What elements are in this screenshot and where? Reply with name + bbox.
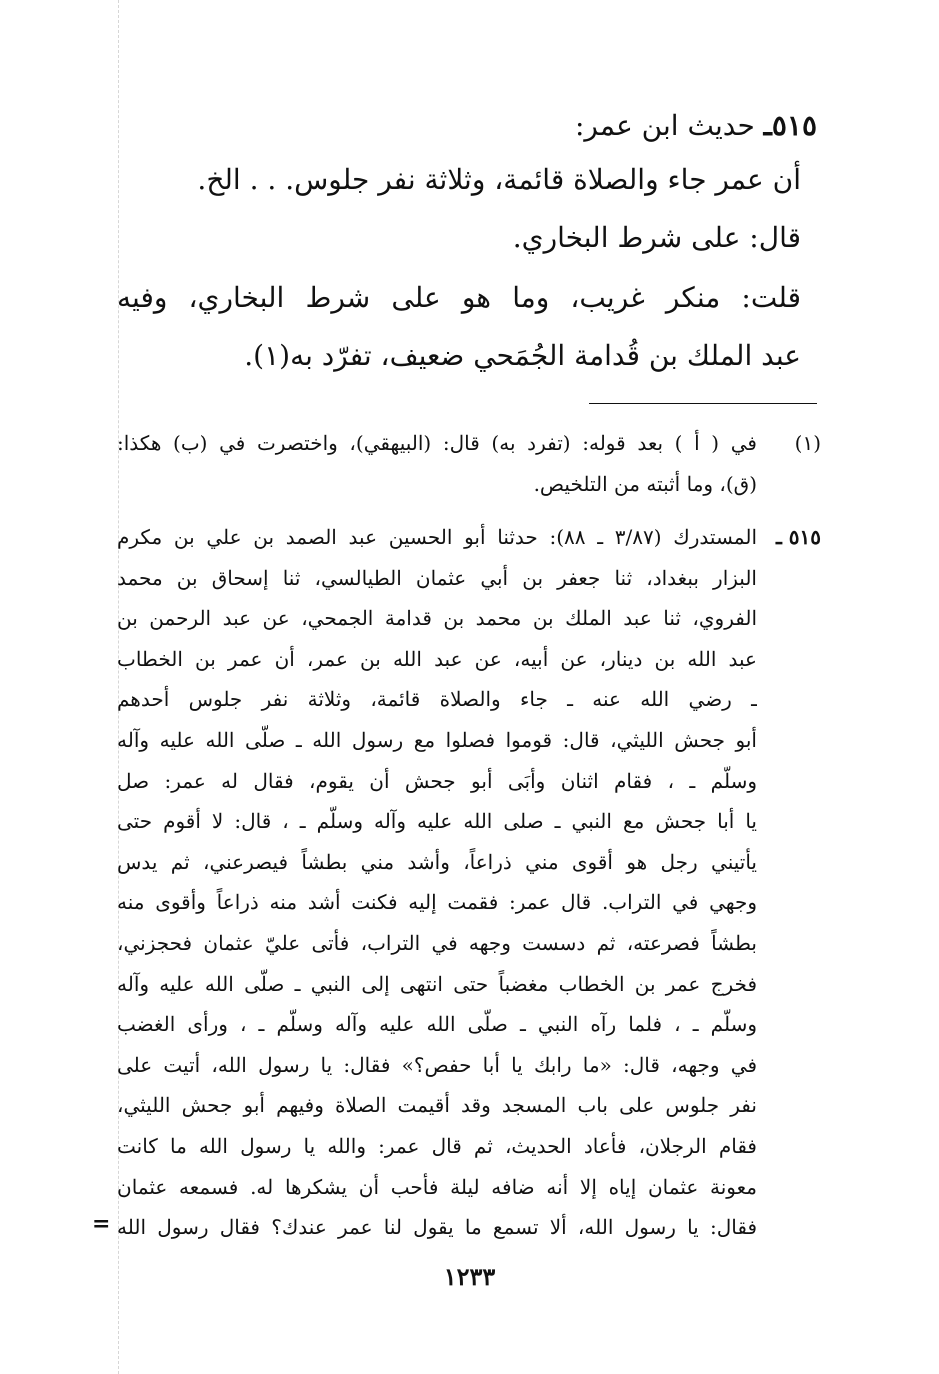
continuation-mark: = <box>92 1211 111 1237</box>
footnote-line: يأتيني رجل هو أقوى مني ذراعاً، وأشد مني بطشاً فيصرعني، ثم يدس <box>117 849 757 874</box>
footnote-line: فقام الرجلان، فأعاد الحديث، ثم قال عمر: والله يا رسول الله ما كانت <box>117 1133 757 1158</box>
footnote-line: فخرج عمر بن الخطاب مغضباً حتى انتهى إلى النبي ـ صلّى الله عليه وآله <box>117 971 757 996</box>
footnote-line: عبد الله بن دينار، عن أبيه، عن عبد الله بن عمر، أن عمر بن الخطاب <box>117 646 757 671</box>
footnote-body <box>117 423 757 504</box>
footnote-line: المستدرك (٣/٨٧ ـ ٨٨): حدثنا أبو الحسين عبد الصمد بن علي بن مكرم <box>117 525 757 549</box>
main-text <box>117 100 817 386</box>
entry-heading <box>117 100 817 152</box>
entry-number: ٥١٥ـ <box>763 109 817 142</box>
entry-body <box>117 152 817 386</box>
footnote-line: (ق)، وما أثبته من التلخيص. <box>533 471 757 496</box>
footnote-line: وجهي في التراب. قال عمر: فقمت إليه فكنت أشد منه ذراعاً وأقوى منه <box>117 890 757 915</box>
footnote-line: معونة عثمان إياه إلا أنه ضافه ليلة فأحب أن يشكرها له. فسمعه عثمان <box>117 1174 757 1199</box>
entry-line: قال: على شرط البخاري. <box>512 221 801 254</box>
footnote-line: بطشاً فصرعته، ثم دسست وجهه في التراب، فأتى عليّ عثمان فحجزني، <box>117 930 757 955</box>
footnote-marker: ٥١٥ ـ <box>775 525 821 549</box>
entry-line: قلت: منكر غريب، وما هو على شرط البخاري، وفيه <box>117 281 801 314</box>
footnote-line: في وجهه، قال: «ما رابك يا أبا حفص؟» فقال: يا رسول الله، أتيت على <box>117 1052 757 1077</box>
entry-line: أن عمر جاء والصلاة قائمة، وثلاثة نفر جلوس. . . الخ. <box>197 163 801 196</box>
footnote-line: وسلّم ـ ، فقام اثنان وأبَى أبو جحش أن يقوم، فقال له عمر: صل <box>117 768 757 793</box>
footnote-line: نفر جلوس على باب المسجد وقد أقيمت الصلاة وفيهم أبو جحش الليثي، <box>117 1093 757 1118</box>
footnote-body <box>117 517 757 1248</box>
footnote-line: يا أبا جحش مع النبي ـ صلى الله عليه وآله وسلّم ـ ، قال: لا أقوم حتى <box>117 809 757 834</box>
footnote-1 <box>117 423 821 504</box>
footnote-line: أبو جحش الليثي، قال: قوموا فصلوا مع رسول الله ـ صلّى الله عليه وآله <box>117 727 757 752</box>
entry-line: عبد الملك بن قُدامة الجُمَحي ضعيف، تفرّد به(١). <box>244 339 801 372</box>
footnote-line: البزار ببغداد، ثنا جعفر بن أبي عثمان الطيالسي، ثنا إسحاق بن محمد <box>117 565 757 590</box>
footnote-line: وسلّم ـ ، فلما رآه النبي ـ صلّى الله عليه وآله وسلّم ـ ، ورأى الغضب <box>117 1012 757 1037</box>
footnote-marker: (١) <box>794 431 821 455</box>
page-number: ١٢٣٣ <box>443 1262 496 1291</box>
footnote-separator <box>589 403 817 404</box>
footnote-2 <box>117 517 821 1248</box>
footnote-line: فقال: يا رسول الله، ألا تسمع ما يقول لنا عمر عندك؟ فقال رسول الله <box>117 1215 757 1240</box>
footnote-line: في ( أ ) بعد قوله: (تفرد به) قال: (البيهقي)، واختصرت في (ب) هكذا: <box>117 431 757 455</box>
footnote-line: ـ رضي الله عنه ـ جاء والصلاة قائمة، وثلاثة نفر جلوس أحدهم <box>117 687 757 712</box>
entry-title: حديث ابن عمر: <box>575 109 755 142</box>
footnote-line: الفروي، ثنا عبد الملك بن محمد بن قدامة الجمحي، عن عبد الرحمن بن <box>117 606 757 631</box>
